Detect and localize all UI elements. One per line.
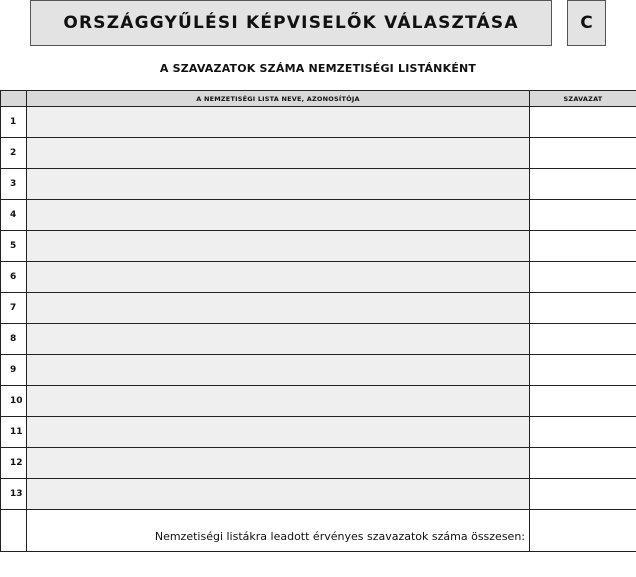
row-number: 13 (1, 479, 27, 510)
list-name-field[interactable] (27, 355, 530, 386)
votes-field[interactable] (530, 386, 636, 417)
list-name-field[interactable] (27, 107, 530, 138)
row-number: 8 (1, 324, 27, 355)
votes-field[interactable] (530, 231, 636, 262)
table-row (1, 293, 636, 324)
table-body (1, 107, 636, 510)
form-code-badge: C (567, 0, 606, 46)
votes-field[interactable] (530, 262, 636, 293)
table-row (1, 324, 636, 355)
row-number: 6 (1, 262, 27, 293)
votes-field[interactable] (530, 200, 636, 231)
total-row (1, 510, 636, 552)
row-number: 10 (1, 386, 27, 417)
total-number-cell (1, 510, 27, 552)
votes-field[interactable] (530, 324, 636, 355)
table-row (1, 200, 636, 231)
list-name-field[interactable] (27, 324, 530, 355)
total-votes-field[interactable] (530, 510, 636, 552)
table-row (1, 107, 636, 138)
table-row (1, 386, 636, 417)
list-name-field[interactable] (27, 417, 530, 448)
list-name-field[interactable] (27, 200, 530, 231)
votes-field[interactable] (530, 293, 636, 324)
votes-field[interactable] (530, 479, 636, 510)
votes-field[interactable] (530, 138, 636, 169)
table-row (1, 262, 636, 293)
row-number: 1 (1, 107, 27, 138)
row-number: 7 (1, 293, 27, 324)
list-name-field[interactable] (27, 169, 530, 200)
table-row (1, 448, 636, 479)
votes-field[interactable] (530, 355, 636, 386)
row-number: 9 (1, 355, 27, 386)
list-name-field[interactable] (27, 231, 530, 262)
table-header-row (1, 91, 636, 107)
votes-field[interactable] (530, 169, 636, 200)
votes-field[interactable] (530, 448, 636, 479)
table-row (1, 355, 636, 386)
table-row (1, 479, 636, 510)
row-number: 3 (1, 169, 27, 200)
row-number: 11 (1, 417, 27, 448)
list-name-field[interactable] (27, 479, 530, 510)
list-name-field[interactable] (27, 386, 530, 417)
table-row (1, 417, 636, 448)
row-number: 4 (1, 200, 27, 231)
votes-field[interactable] (530, 417, 636, 448)
table-row (1, 231, 636, 262)
header-number (1, 91, 27, 107)
votes-field[interactable] (530, 107, 636, 138)
header-list-name: A NEMZETISÉGI LISTA NEVE, AZONOSÍTÓJA (27, 91, 530, 107)
row-number: 2 (1, 138, 27, 169)
list-name-field[interactable] (27, 138, 530, 169)
table-row (1, 169, 636, 200)
votes-table (0, 90, 636, 552)
row-number: 12 (1, 448, 27, 479)
section-subtitle: A SZAVAZATOK SZÁMA NEMZETISÉGI LISTÁNKÉNT (159, 62, 477, 75)
row-number: 5 (1, 231, 27, 262)
list-name-field[interactable] (27, 262, 530, 293)
table-row (1, 138, 636, 169)
total-label: Nemzetiségi listákra leadott érvényes szavazatok száma összesen: (27, 510, 530, 552)
header-votes: SZAVAZAT (530, 91, 636, 107)
form-title: ORSZÁGGYŰLÉSI KÉPVISELŐK VÁLASZTÁSA (30, 0, 552, 46)
list-name-field[interactable] (27, 293, 530, 324)
list-name-field[interactable] (27, 448, 530, 479)
